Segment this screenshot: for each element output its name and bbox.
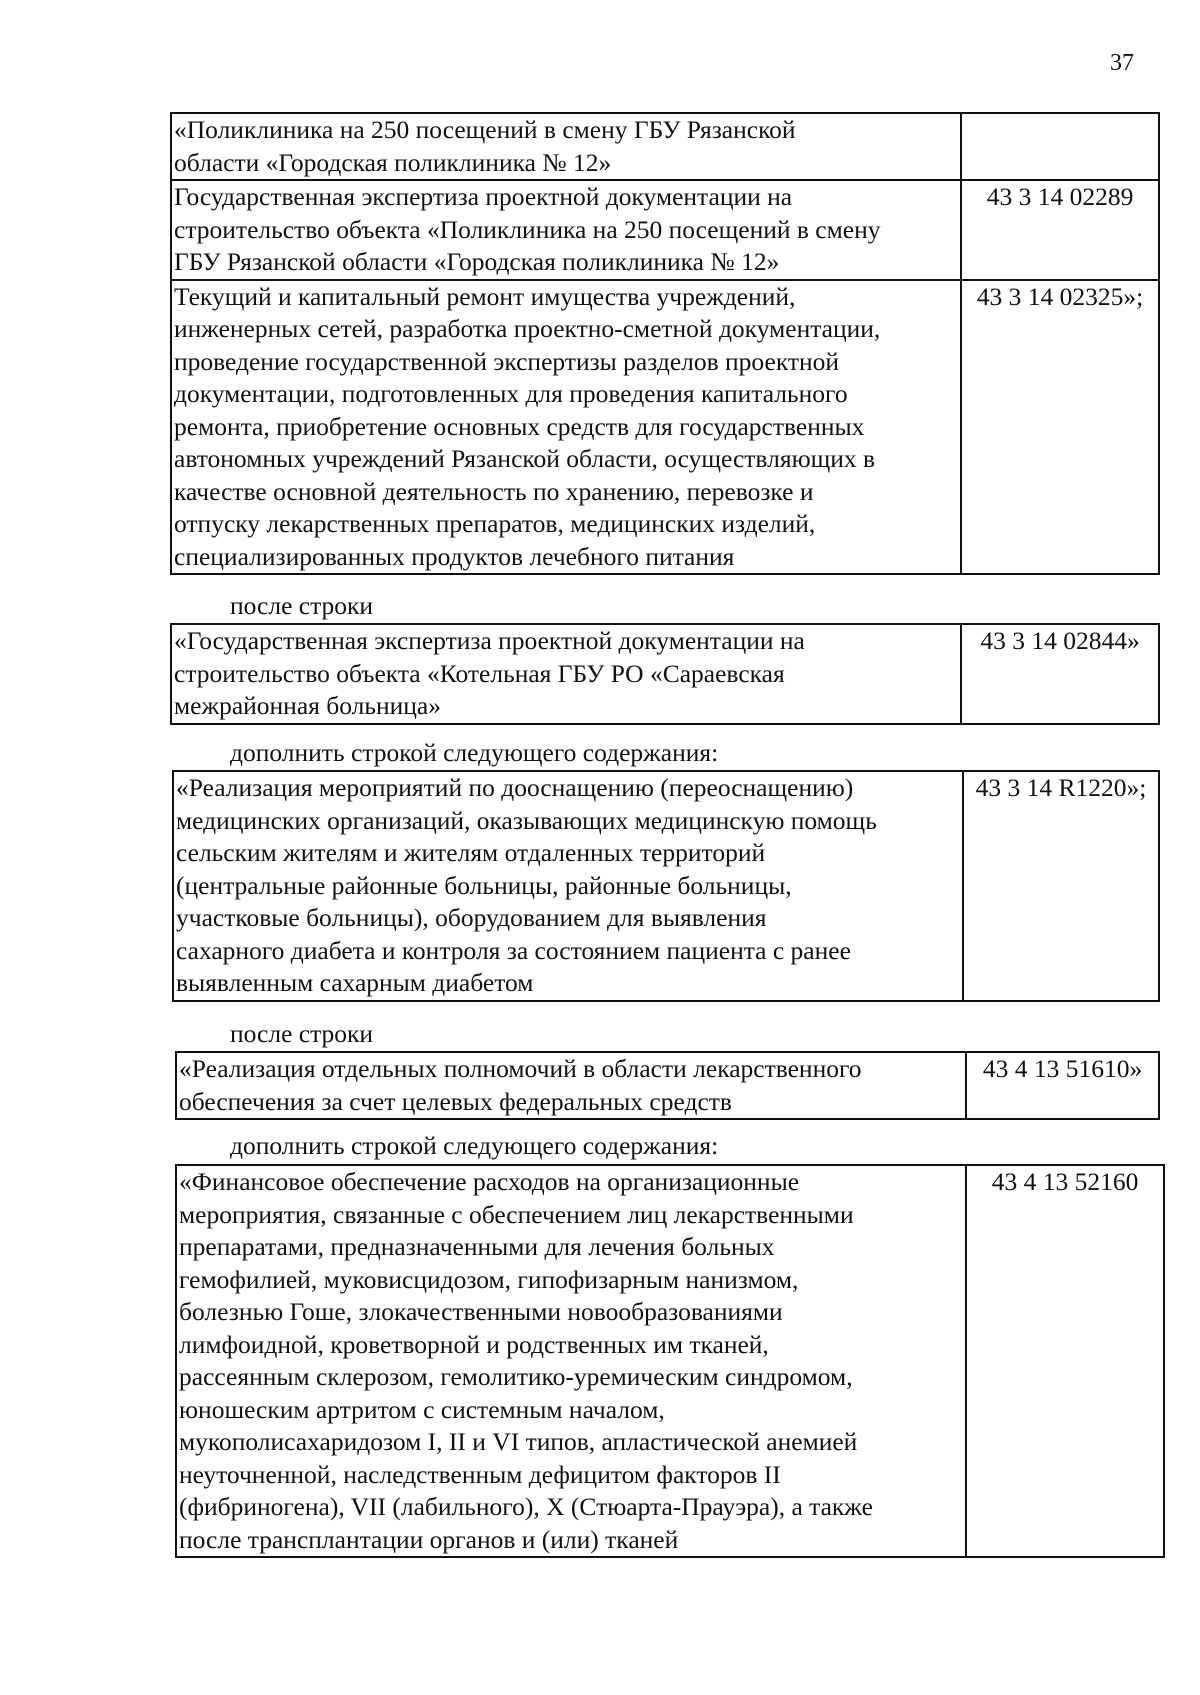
row-code: 43 3 14 02844»: [961, 624, 1159, 724]
row-description: «Государственная экспертиза проектной документации на строительство объекта «Котельная ГБУ РО «Сараевская межрайонная больница»: [171, 624, 961, 724]
table-row: [171, 624, 1159, 724]
row-description: Государственная экспертиза проектной документации на строительство объекта «Поликлиника на 250 посещений в смену ГБУ Рязанской области «Городская поликлиника № 12»: [171, 180, 961, 280]
row-code: [961, 113, 1159, 180]
row-code: 43 3 14 02325»;: [961, 280, 1159, 575]
budget-table-5: [175, 1164, 1165, 1558]
table-row: [171, 180, 1159, 280]
row-description: «Поликлиника на 250 посещений в смену ГБУ Рязанской области «Городская поликлиника № 12»: [171, 113, 961, 180]
page-number: 37: [1110, 50, 1134, 76]
row-description: Текущий и капитальный ремонт имущества учреждений, инженерных сетей, разработка проектно-сметной документации, проведение государственной экспертизы разделов проектной документации, подготовленных для проведения капитального ремонта, приобретение основных средств для государственных автономных учреждений Рязанской области, осуществляющих в качестве основной деятельность по хранению, перевозке и отпуску лекарственных препаратов, медицинских изделий, специализированных продуктов лечебного питания: [171, 280, 961, 575]
row-code: 43 4 13 51610»: [966, 1052, 1159, 1119]
table-row: [176, 1052, 1159, 1119]
budget-table-3: [172, 770, 1160, 1002]
row-code: 43 3 14 02289: [961, 180, 1159, 280]
budget-table-2: [170, 623, 1160, 725]
table-row: [171, 113, 1159, 180]
row-code: 43 4 13 52160: [966, 1165, 1164, 1557]
budget-table-1: [170, 112, 1160, 575]
budget-table-4: [175, 1051, 1160, 1120]
caption-after-row: после строки: [230, 1019, 374, 1048]
caption-after-row: после строки: [230, 591, 374, 620]
table-row: [171, 280, 1159, 575]
caption-add-row: дополнить строкой следующего содержания:: [230, 738, 719, 767]
caption-add-row: дополнить строкой следующего содержания:: [230, 1131, 719, 1160]
row-description: «Реализация мероприятий по дооснащению (переоснащению) медицинских организаций, оказывающих медицинскую помощь сельским жителям и жителям отдаленных территорий (центральные районные больницы, районные больницы, участковые больницы), оборудованием для выявления сахарного диабета и контроля за состоянием пациента с ранее выявленным сахарным диабетом: [173, 771, 963, 1001]
table-row: [176, 1165, 1164, 1557]
row-description: «Финансовое обеспечение расходов на организационные мероприятия, связанные с обеспечением лиц лекарственными препаратами, предназначенными для лечения больных гемофилией, муковисцидозом, гипофизарным нанизмом, болезнью Гоше, злокачественными новообразованиями лимфоидной, кроветворной и родственных им тканей, рассеянным склерозом, гемолитико-уремическим синдромом, юношеским артритом с системным началом, мукополисахаридозом I, II и VI типов, апластической анемией неуточненной, наследственным дефицитом факторов II (фибриногена), VII (лабильного), X (Стюарта-Прауэра), а также после трансплантации органов и (или) тканей: [176, 1165, 966, 1557]
table-row: [173, 771, 1159, 1001]
row-code: 43 3 14 R1220»;: [963, 771, 1159, 1001]
row-description: «Реализация отдельных полномочий в области лекарственного обеспечения за счет целевых федеральных средств: [176, 1052, 966, 1119]
